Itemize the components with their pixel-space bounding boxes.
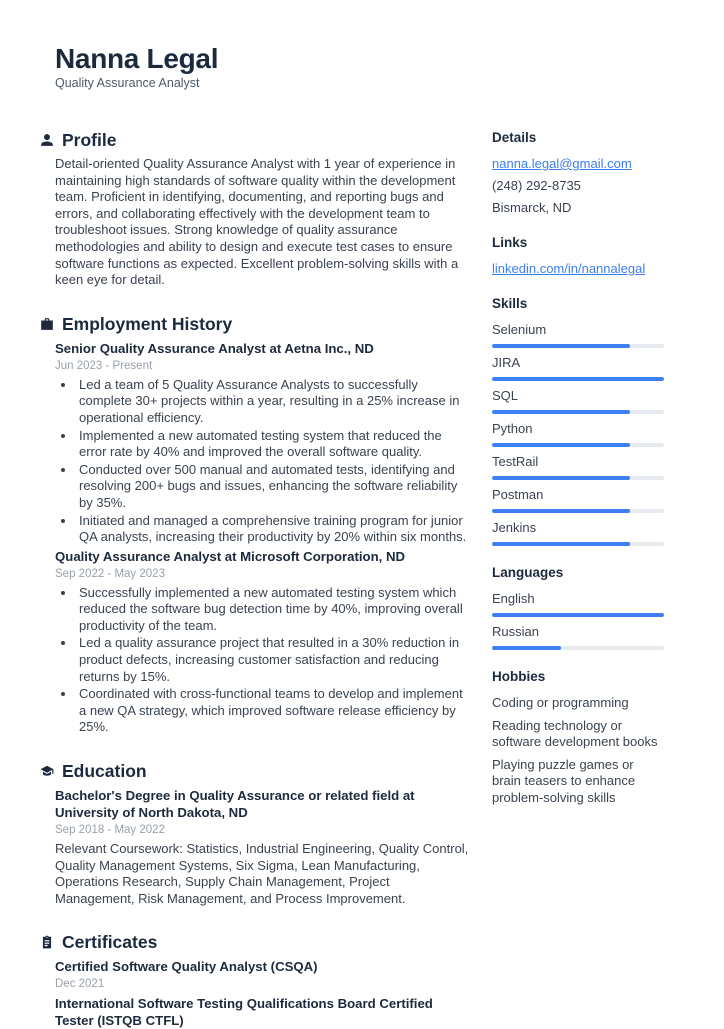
- job-title: Quality Assurance Analyst at Microsoft Corporation, ND: [55, 548, 406, 564]
- section-education: [40, 760, 470, 907]
- main-column: [40, 42, 470, 1029]
- details-heading: Details: [492, 130, 537, 145]
- skill-item: [492, 355, 664, 381]
- language-bar-fill: [492, 646, 561, 650]
- skill-name: Jenkins: [492, 520, 537, 535]
- skill-item: [492, 487, 664, 513]
- language-bar-fill: [492, 613, 664, 617]
- profile-heading: Profile: [62, 130, 117, 150]
- linkedin-link[interactable]: linkedin.com/in/nannalegal: [492, 261, 646, 276]
- job-bullet-list: [55, 377, 470, 546]
- certificate-title: International Software Testing Qualifications Board Certified Tester (ISTQB CTFL): [55, 996, 433, 1029]
- hobbies-heading: Hobbies: [492, 669, 546, 684]
- education-header: [40, 760, 470, 782]
- hobby-item: Coding or programming: [492, 695, 629, 710]
- phone-number: (248) 292-8735: [492, 178, 581, 193]
- job-bullet: • Led a quality assurance project that resulted in a 30% reduction in product defects, increasing customer satisfaction and reducing returns by 15%.: [76, 635, 470, 685]
- skill-name: TestRail: [492, 454, 539, 469]
- language-name: English: [492, 591, 535, 606]
- graduation-cap-icon: [40, 764, 54, 778]
- language-name: Russian: [492, 624, 539, 639]
- certificates-header: [40, 931, 470, 953]
- job-bullet: • Coordinated with cross-functional teams to develop and implement a new QA strategy, which improved software release efficiency by 25%.: [76, 686, 470, 736]
- skill-item: [492, 388, 664, 414]
- person-job-title: Quality Assurance Analyst: [55, 76, 200, 90]
- section-profile: [40, 129, 470, 289]
- sidebar-section-links: [492, 234, 664, 277]
- job-bullet-list: [55, 585, 470, 736]
- language-item: [492, 591, 664, 617]
- job-bullet: • Initiated and managed a comprehensive training program for junior QA analysts, increasing their productivity by 20% within six months.: [76, 513, 470, 546]
- page-title: Nanna Legal: [55, 43, 219, 74]
- briefcase-icon: [40, 317, 54, 331]
- sidebar-section-details: [492, 129, 664, 216]
- section-certificates: [40, 931, 470, 1029]
- job-bullet: • Implemented a new automated testing system that reduced the error rate by 40% and improved the overall software quality.: [76, 428, 470, 461]
- languages-heading: Languages: [492, 565, 564, 580]
- skill-item: [492, 421, 664, 447]
- certificate-entry: [55, 958, 470, 992]
- sidebar-section-skills: [492, 295, 664, 546]
- language-bar: [492, 646, 664, 650]
- skill-bar-fill: [492, 410, 630, 414]
- employment-header: [40, 313, 470, 335]
- job-dates: Jun 2023 - Present: [55, 359, 153, 372]
- job-bullet: • Successfully implemented a new automated testing system which reduced the software bug detection time by 40%, improving overall productivity of the team.: [76, 585, 470, 635]
- sidebar: [492, 42, 664, 1029]
- skill-bar-fill: [492, 509, 630, 513]
- links-heading: Links: [492, 235, 528, 250]
- skill-name: Postman: [492, 487, 544, 502]
- job-dates: Sep 2022 - May 2023: [55, 567, 165, 580]
- degree-title: Bachelor's Degree in Quality Assurance or related field at University of North Dakota, ND: [55, 788, 415, 821]
- certificate-title: Certified Software Quality Analyst (CSQA): [55, 959, 318, 975]
- skill-bar-fill: [492, 542, 630, 546]
- certificate-icon: [40, 935, 54, 949]
- skill-bar: [492, 377, 664, 381]
- skill-name: Selenium: [492, 322, 547, 337]
- job-entry: [55, 340, 470, 546]
- skill-bar: [492, 542, 664, 546]
- job-title: Senior Quality Assurance Analyst at Aetna Inc., ND: [55, 340, 374, 356]
- skill-name: SQL: [492, 388, 519, 403]
- certificate-entry: [55, 995, 470, 1029]
- sidebar-section-hobbies: [492, 668, 664, 806]
- user-icon: [40, 133, 54, 147]
- email-link[interactable]: nanna.legal@gmail.com: [492, 156, 632, 171]
- skill-bar: [492, 476, 664, 480]
- profile-text: Detail-oriented Quality Assurance Analyst with 1 year of experience in maintaining high standards of software quality within the development team. Proficient in identifying, documenting, and reporting bugs and errors, and collaborating effectively with the development team to troubleshoot issues. Strong knowledge of quality assurance methodologies and ability to design and execute test cases to ensure software functions as expected. Excellent problem-solving skills with a keen eye for detail.: [55, 156, 459, 288]
- skill-bar-fill: [492, 377, 664, 381]
- sidebar-section-languages: [492, 564, 664, 650]
- profile-header: [40, 129, 470, 151]
- skill-name: Python: [492, 421, 533, 436]
- skill-bar: [492, 344, 664, 348]
- section-employment-history: [40, 313, 470, 736]
- skill-bar-fill: [492, 344, 630, 348]
- skill-item: [492, 520, 664, 546]
- certificates-heading: Certificates: [62, 932, 158, 953]
- skill-bar-fill: [492, 476, 630, 480]
- skill-item: [492, 454, 664, 480]
- hobby-item: Reading technology or software development books: [492, 717, 658, 749]
- education-heading: Education: [62, 761, 147, 782]
- employment-heading: Employment History: [62, 313, 233, 334]
- resume-header: [40, 42, 470, 91]
- language-bar: [492, 613, 664, 617]
- skill-item: [492, 322, 664, 348]
- skill-bar-fill: [492, 443, 630, 447]
- skill-name: JIRA: [492, 355, 521, 370]
- education-dates: Sep 2018 - May 2022: [55, 824, 165, 837]
- education-description: Relevant Coursework: Statistics, Industrial Engineering, Quality Control, Quality Management Systems, Six Sigma, Lean Manufacturing, Operations Research, Supply Chain Management, Project Management, Risk Management, and Process Improvement.: [55, 841, 469, 906]
- skill-bar: [492, 509, 664, 513]
- location-text: Bismarck, ND: [492, 200, 572, 215]
- hobby-item: Playing puzzle games or brain teasers to enhance problem-solving skills: [492, 756, 636, 805]
- job-bullet: • Conducted over 500 manual and automated tests, identifying and resolving 200+ bugs and issues, enhancing the software reliability by 35%.: [76, 462, 470, 512]
- skills-heading: Skills: [492, 296, 528, 311]
- job-entry: [55, 548, 470, 736]
- skill-bar: [492, 410, 664, 414]
- skill-bar: [492, 443, 664, 447]
- language-item: [492, 624, 664, 650]
- certificate-dates: Dec 2021: [55, 978, 105, 991]
- job-bullet: • Led a team of 5 Quality Assurance Analysts to successfully complete 30+ projects within a year, resulting in a 25% increase in operational efficiency.: [76, 377, 470, 427]
